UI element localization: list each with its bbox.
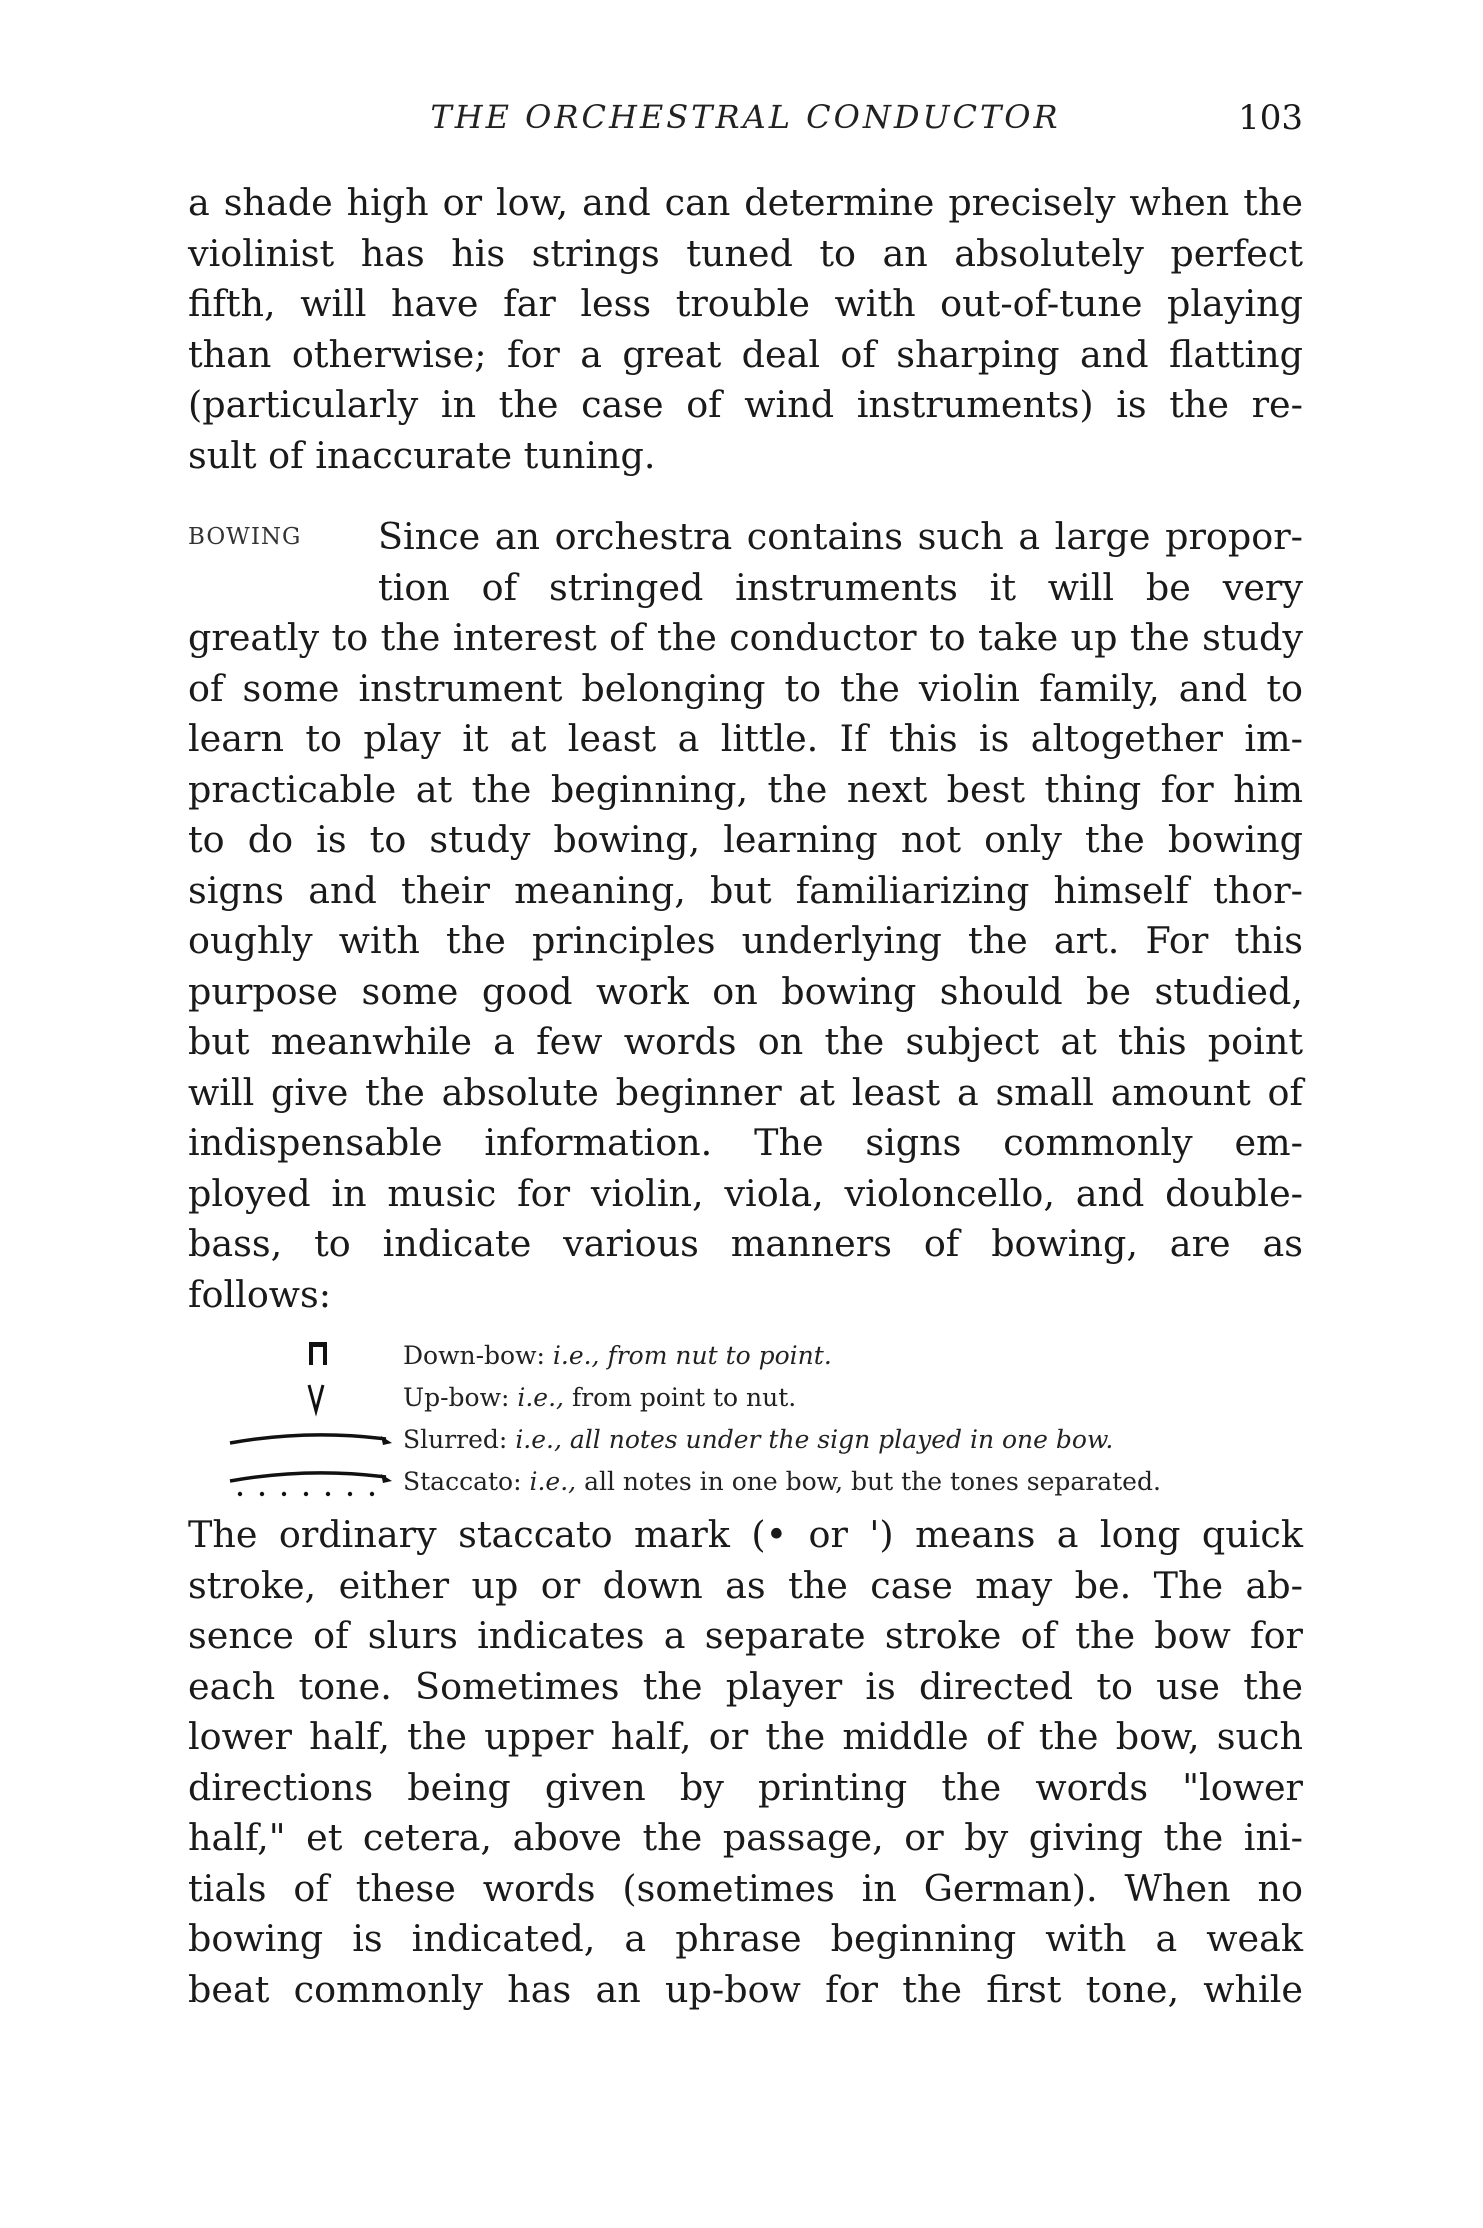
text-line: sult of inaccurate tuning. <box>188 433 656 477</box>
text-line: indispensable information. The signs commonly em- <box>188 1121 1303 1164</box>
text-line: (particularly in the case of wind instruments) is the re- <box>188 383 1303 426</box>
text-line: each tone. Sometimes the player is directed to use the <box>188 1664 1303 1708</box>
sign-abbr: i.e., <box>529 1467 577 1496</box>
sign-term: Staccato: <box>403 1467 522 1496</box>
text-line: directions being given by printing the words "lower <box>188 1765 1303 1809</box>
page-number: 103 <box>1238 98 1303 138</box>
bowing-sign-down-bow <box>188 1335 1303 1377</box>
text-line: tion of stringed instruments it will be very <box>378 565 1303 609</box>
sign-term: Slurred: <box>403 1425 508 1454</box>
sign-abbr: i.e., <box>552 1341 600 1370</box>
text-line: stroke, either up or down as the case may be. The ab- <box>188 1563 1303 1607</box>
sign-term: Down-bow: <box>403 1341 545 1370</box>
text-line: bass, to indicate various manners of bowing, are as <box>188 1222 1303 1265</box>
text-line: bowing is indicated, a phrase beginning with a weak <box>188 1917 1303 1960</box>
sign-description: from point to nut. <box>571 1383 797 1412</box>
bowing-sign-up-bow <box>188 1377 1303 1419</box>
text-line: greatly to the interest of the conductor to take up the study <box>188 616 1303 659</box>
text-line: beat commonly has an up-bow for the first tone, while <box>188 1967 1303 2011</box>
staccato-slur-icon <box>188 1461 398 1503</box>
sign-description: all notes in one bow, but the tones separated. <box>584 1467 1161 1496</box>
text-line: fifth, will have far less trouble with out-of-tune playing <box>188 282 1303 325</box>
bowing-sign-staccato <box>188 1461 1303 1503</box>
text-line: The ordinary staccato mark (• or ') means a long quick <box>188 1513 1303 1556</box>
text-line: signs and their meaning, but familiarizing himself thor- <box>188 868 1303 912</box>
text-line: lower half, the upper half, or the middle of the bow, such <box>188 1715 1303 1758</box>
bowing-signs-list <box>188 1335 1303 1503</box>
slur-icon <box>188 1419 398 1461</box>
up-bow-icon <box>188 1377 398 1419</box>
down-bow-icon <box>188 1335 398 1377</box>
text-line: but meanwhile a few words on the subject at this point <box>188 1020 1303 1063</box>
text-line: sence of slurs indicates a separate stroke of the bow for <box>188 1614 1303 1657</box>
paragraph-tuning <box>188 178 1303 481</box>
text-line: of some instrument belonging to the violin family, and to <box>188 666 1303 710</box>
text-line: learn to play it at least a little. If this is altogether im- <box>188 717 1303 760</box>
side-heading-bowing: BOWING <box>188 524 302 550</box>
paragraph-bowing <box>188 512 1303 1320</box>
page-header <box>188 98 1303 148</box>
text-line: ployed in music for violin, viola, violoncello, and double- <box>188 1171 1303 1215</box>
text-line: purpose some good work on bowing should be studied, <box>188 969 1303 1013</box>
text-line: than otherwise; for a great deal of sharping and flatting <box>188 332 1303 376</box>
text-line: practicable at the beginning, the next best thing for him <box>188 767 1303 811</box>
text-line: Since an orchestra contains such a large propor- <box>378 515 1303 558</box>
text-line: follows: <box>188 1272 332 1316</box>
text-line: oughly with the principles underlying the art. For this <box>188 919 1303 962</box>
sign-abbr: i.e., <box>517 1383 564 1412</box>
text-line: violinist has his strings tuned to an absolutely perfect <box>188 231 1303 275</box>
sign-abbr: i.e., <box>515 1425 562 1454</box>
paragraph-staccato <box>188 1510 1303 2015</box>
sign-description: from nut to point. <box>607 1341 832 1370</box>
text-line: half," et cetera, above the passage, or by giving the ini- <box>188 1816 1303 1859</box>
bowing-sign-slurred <box>188 1419 1303 1461</box>
running-title: THE ORCHESTRAL CONDUCTOR <box>430 98 1061 136</box>
sign-description: all notes under the sign played in one bow. <box>569 1425 1114 1454</box>
text-line: a shade high or low, and can determine precisely when the <box>188 181 1303 224</box>
text-line: to do is to study bowing, learning not only the bowing <box>188 818 1303 861</box>
sign-term: Up-bow: <box>403 1383 510 1412</box>
text-line: will give the absolute beginner at least a small amount of <box>188 1070 1303 1114</box>
text-line: tials of these words (sometimes in German). When no <box>188 1866 1303 1910</box>
